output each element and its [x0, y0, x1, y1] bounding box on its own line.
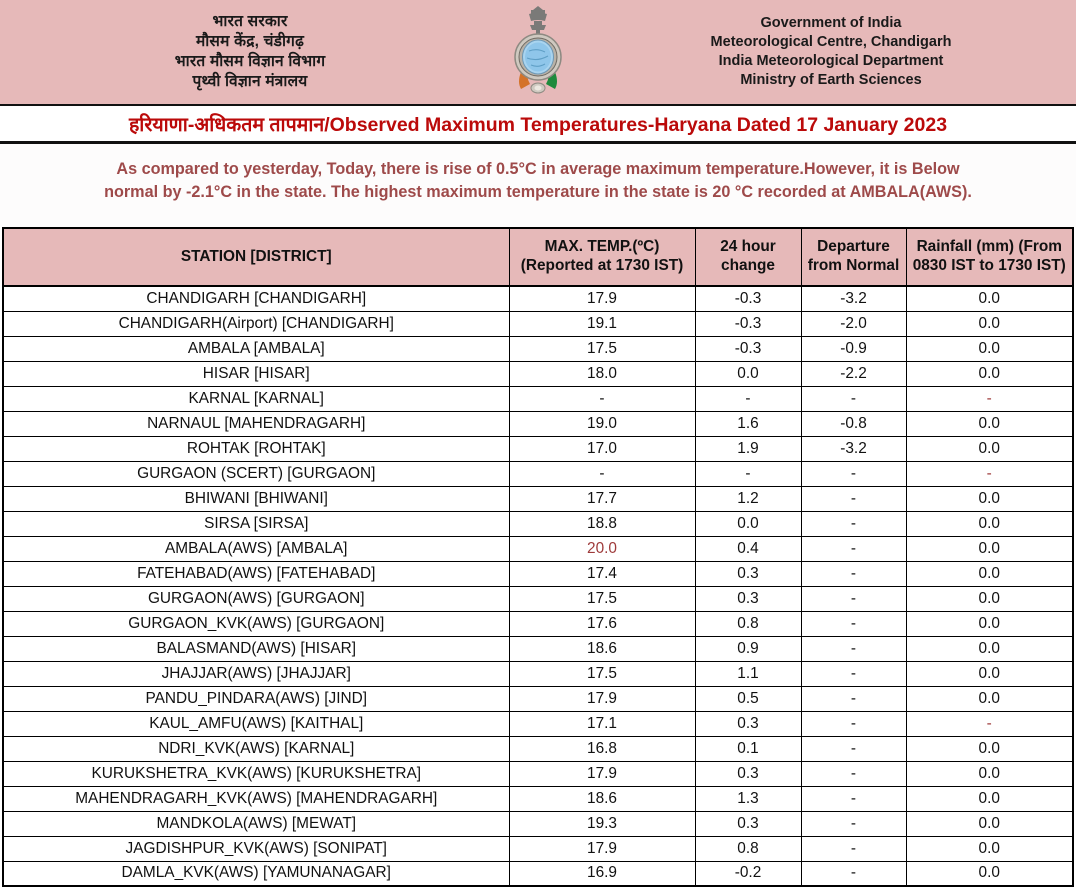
cell-departure-from-normal: -0.8 — [801, 411, 906, 436]
cell-24-hour-change: - — [695, 386, 801, 411]
cell-max-temp: - — [509, 461, 695, 486]
table-row — [3, 836, 1073, 861]
table-row — [3, 436, 1073, 461]
cell-max-temp: 17.5 — [509, 586, 695, 611]
cell-rainfall: 0.0 — [906, 536, 1073, 561]
cell-rainfall: 0.0 — [906, 311, 1073, 336]
cell-max-temp: 19.3 — [509, 811, 695, 836]
cell-rainfall: 0.0 — [906, 361, 1073, 386]
cell-max-temp: 17.9 — [509, 761, 695, 786]
cell-rainfall: 0.0 — [906, 286, 1073, 311]
table-row — [3, 786, 1073, 811]
masthead-english-line-2: Meteorological Centre, Chandigarh — [710, 34, 952, 51]
page-title: हरियाणा-अधिकतम तापमान/Observed Maximum Temperatures-Haryana Dated 17 January 2023 — [128, 114, 948, 136]
cell-max-temp: 17.7 — [509, 486, 695, 511]
cell-departure-from-normal: -3.2 — [801, 436, 906, 461]
cell-station: NARNAUL [MAHENDRAGARH] — [3, 411, 509, 436]
cell-station: PANDU_PINDARA(AWS) [JIND] — [3, 686, 509, 711]
cell-rainfall: 0.0 — [906, 611, 1073, 636]
table-row — [3, 486, 1073, 511]
cell-max-temp: 17.9 — [509, 836, 695, 861]
table-row — [3, 861, 1073, 886]
cell-max-temp: 19.1 — [509, 311, 695, 336]
cell-rainfall: - — [906, 386, 1073, 411]
cell-rainfall: 0.0 — [906, 511, 1073, 536]
column-header-departure-line-1: Departure — [817, 238, 890, 256]
cell-max-temp: 20.0 — [509, 536, 695, 561]
table-head — [3, 228, 1073, 286]
cell-station: GURGAON_KVK(AWS) [GURGAON] — [3, 611, 509, 636]
cell-max-temp: 18.0 — [509, 361, 695, 386]
table-row — [3, 511, 1073, 536]
cell-departure-from-normal: - — [801, 586, 906, 611]
cell-departure-from-normal: - — [801, 761, 906, 786]
masthead-english-line-3: India Meteorological Department — [718, 53, 944, 69]
table-row — [3, 661, 1073, 686]
column-header-rainfall-line-2: 0830 IST to 1730 IST) — [912, 257, 1066, 274]
cell-24-hour-change: 1.6 — [695, 411, 801, 436]
cell-rainfall: 0.0 — [906, 736, 1073, 761]
table-row — [3, 761, 1073, 786]
observations-table-wrap — [0, 227, 1076, 887]
cell-station: AMBALA(AWS) [AMBALA] — [3, 536, 509, 561]
cell-max-temp: 19.0 — [509, 411, 695, 436]
masthead-english-line-1: Government of India — [760, 15, 902, 32]
table-row — [3, 811, 1073, 836]
cell-max-temp: 17.6 — [509, 611, 695, 636]
cell-rainfall: 0.0 — [906, 486, 1073, 511]
cell-max-temp: 18.8 — [509, 511, 695, 536]
cell-rainfall: 0.0 — [906, 786, 1073, 811]
cell-24-hour-change: 0.5 — [695, 686, 801, 711]
table-row — [3, 536, 1073, 561]
cell-rainfall: 0.0 — [906, 686, 1073, 711]
cell-rainfall: - — [906, 461, 1073, 486]
cell-departure-from-normal: - — [801, 611, 906, 636]
table-row — [3, 686, 1073, 711]
cell-24-hour-change: 0.3 — [695, 711, 801, 736]
cell-24-hour-change: 0.0 — [695, 361, 801, 386]
cell-rainfall: 0.0 — [906, 411, 1073, 436]
summary-note-line-2: normal by -2.1°C in the state. The highest maximum temperature in the state is 20 °C recorded at AMBALA(AWS). — [104, 183, 972, 202]
cell-rainfall: - — [906, 711, 1073, 736]
cell-departure-from-normal: - — [801, 736, 906, 761]
cell-rainfall: 0.0 — [906, 436, 1073, 461]
cell-rainfall: 0.0 — [906, 861, 1073, 886]
cell-rainfall: 0.0 — [906, 836, 1073, 861]
cell-departure-from-normal: - — [801, 836, 906, 861]
cell-24-hour-change: -0.3 — [695, 286, 801, 311]
cell-station: ROHTAK [ROHTAK] — [3, 436, 509, 461]
column-header-rainfall-line-1: Rainfall (mm) (From — [916, 238, 1062, 256]
masthead-english-line-4: Ministry of Earth Sciences — [740, 71, 922, 88]
column-header-max-temp — [509, 228, 695, 286]
cell-24-hour-change: 1.2 — [695, 486, 801, 511]
table-row — [3, 286, 1073, 311]
table-header-row — [3, 228, 1073, 286]
cell-station: JAGDISHPUR_KVK(AWS) [SONIPAT] — [3, 836, 509, 861]
table-row — [3, 636, 1073, 661]
cell-departure-from-normal: - — [801, 561, 906, 586]
cell-24-hour-change: 0.8 — [695, 611, 801, 636]
cell-station: JHAJJAR(AWS) [JHAJJAR] — [3, 661, 509, 686]
summary-note-line-1: As compared to yesterday, Today, there is rise of 0.5°C in average maximum temperature.However, it is Below — [116, 160, 960, 178]
cell-departure-from-normal: - — [801, 686, 906, 711]
cell-max-temp: 18.6 — [509, 636, 695, 661]
cell-station: HISAR [HISAR] — [3, 361, 509, 386]
cell-station: SIRSA [SIRSA] — [3, 511, 509, 536]
masthead-hindi-line-2: मौसम केंद्र, चंडीगढ़ — [195, 32, 305, 50]
column-header-rainfall — [906, 228, 1073, 286]
cell-rainfall: 0.0 — [906, 811, 1073, 836]
column-header-departure — [801, 228, 906, 286]
summary-note — [0, 144, 1076, 227]
cell-max-temp: 17.9 — [509, 286, 695, 311]
cell-24-hour-change: 0.8 — [695, 836, 801, 861]
cell-departure-from-normal: - — [801, 636, 906, 661]
cell-rainfall: 0.0 — [906, 661, 1073, 686]
cell-rainfall: 0.0 — [906, 336, 1073, 361]
cell-departure-from-normal: -2.2 — [801, 361, 906, 386]
cell-rainfall: 0.0 — [906, 761, 1073, 786]
cell-max-temp: 17.1 — [509, 711, 695, 736]
cell-departure-from-normal: - — [801, 386, 906, 411]
table-row — [3, 336, 1073, 361]
table-body — [3, 286, 1073, 886]
cell-departure-from-normal: -2.0 — [801, 311, 906, 336]
cell-departure-from-normal: - — [801, 811, 906, 836]
cell-departure-from-normal: - — [801, 786, 906, 811]
column-header-change-line-2: change — [721, 257, 775, 274]
table-row — [3, 736, 1073, 761]
column-header-departure-line-2: from Normal — [807, 257, 900, 274]
table-row — [3, 386, 1073, 411]
cell-max-temp: 17.9 — [509, 686, 695, 711]
cell-rainfall: 0.0 — [906, 636, 1073, 661]
cell-24-hour-change: -0.3 — [695, 311, 801, 336]
cell-departure-from-normal: -0.9 — [801, 336, 906, 361]
cell-station: CHANDIGARH [CHANDIGARH] — [3, 286, 509, 311]
table-row — [3, 586, 1073, 611]
cell-station: KURUKSHETRA_KVK(AWS) [KURUKSHETRA] — [3, 761, 509, 786]
cell-24-hour-change: 0.9 — [695, 636, 801, 661]
cell-24-hour-change: 0.0 — [695, 511, 801, 536]
cell-station: GURGAON(AWS) [GURGAON] — [3, 586, 509, 611]
cell-max-temp: 16.9 — [509, 861, 695, 886]
table-row — [3, 611, 1073, 636]
cell-24-hour-change: 1.3 — [695, 786, 801, 811]
column-header-station: STATION [DISTRICT] — [3, 228, 509, 286]
cell-station: FATEHABAD(AWS) [FATEHABAD] — [3, 561, 509, 586]
cell-departure-from-normal: - — [801, 511, 906, 536]
cell-max-temp: 17.4 — [509, 561, 695, 586]
cell-rainfall: 0.0 — [906, 586, 1073, 611]
cell-max-temp: 17.0 — [509, 436, 695, 461]
cell-24-hour-change: 0.3 — [695, 586, 801, 611]
masthead — [0, 0, 1076, 106]
cell-24-hour-change: 0.4 — [695, 536, 801, 561]
cell-station: BALASMAND(AWS) [HISAR] — [3, 636, 509, 661]
table-row — [3, 361, 1073, 386]
cell-station: NDRI_KVK(AWS) [KARNAL] — [3, 736, 509, 761]
cell-24-hour-change: 0.3 — [695, 811, 801, 836]
column-header-max-temp-line-2: (Reported at 1730 IST) — [520, 257, 684, 274]
cell-departure-from-normal: - — [801, 461, 906, 486]
cell-departure-from-normal: -3.2 — [801, 286, 906, 311]
cell-max-temp: - — [509, 386, 695, 411]
masthead-hindi-block — [0, 12, 460, 93]
cell-departure-from-normal: - — [801, 711, 906, 736]
column-header-change-line-1: 24 hour — [720, 238, 776, 256]
masthead-hindi-line-1: भारत सरकार — [212, 12, 288, 30]
cell-station: BHIWANI [BHIWANI] — [3, 486, 509, 511]
cell-station: MANDKOLA(AWS) [MEWAT] — [3, 811, 509, 836]
cell-departure-from-normal: - — [801, 661, 906, 686]
cell-max-temp: 16.8 — [509, 736, 695, 761]
imd-emblem-icon — [507, 2, 569, 102]
cell-24-hour-change: 1.9 — [695, 436, 801, 461]
cell-24-hour-change: -0.3 — [695, 336, 801, 361]
observations-table — [2, 227, 1074, 887]
cell-station: MAHENDRAGARH_KVK(AWS) [MAHENDRAGARH] — [3, 786, 509, 811]
cell-24-hour-change: 1.1 — [695, 661, 801, 686]
table-row — [3, 461, 1073, 486]
cell-station: CHANDIGARH(Airport) [CHANDIGARH] — [3, 311, 509, 336]
cell-max-temp: 18.6 — [509, 786, 695, 811]
table-row — [3, 711, 1073, 736]
emblem-container — [478, 2, 598, 102]
masthead-hindi-line-4: पृथ्वी विज्ञान मंत्रालय — [192, 73, 308, 91]
cell-24-hour-change: 0.3 — [695, 561, 801, 586]
column-header-max-temp-line-1: MAX. TEMP.(ºC) — [544, 238, 660, 256]
cell-24-hour-change: -0.2 — [695, 861, 801, 886]
cell-departure-from-normal: - — [801, 536, 906, 561]
cell-station: KARNAL [KARNAL] — [3, 386, 509, 411]
table-row — [3, 561, 1073, 586]
cell-max-temp: 17.5 — [509, 336, 695, 361]
cell-rainfall: 0.0 — [906, 561, 1073, 586]
table-row — [3, 311, 1073, 336]
masthead-hindi-line-3: भारत मौसम विज्ञान विभाग — [174, 53, 326, 70]
column-header-24-hour-change — [695, 228, 801, 286]
cell-departure-from-normal: - — [801, 861, 906, 886]
cell-max-temp: 17.5 — [509, 661, 695, 686]
cell-station: DAMLA_KVK(AWS) [YAMUNANAGAR] — [3, 861, 509, 886]
cell-station: AMBALA [AMBALA] — [3, 336, 509, 361]
cell-24-hour-change: 0.1 — [695, 736, 801, 761]
cell-24-hour-change: - — [695, 461, 801, 486]
cell-24-hour-change: 0.3 — [695, 761, 801, 786]
cell-station: KAUL_AMFU(AWS) [KAITHAL] — [3, 711, 509, 736]
cell-departure-from-normal: - — [801, 486, 906, 511]
masthead-english-block — [616, 14, 1076, 89]
report-title-band — [0, 106, 1076, 144]
table-row — [3, 411, 1073, 436]
cell-station: GURGAON (SCERT) [GURGAON] — [3, 461, 509, 486]
